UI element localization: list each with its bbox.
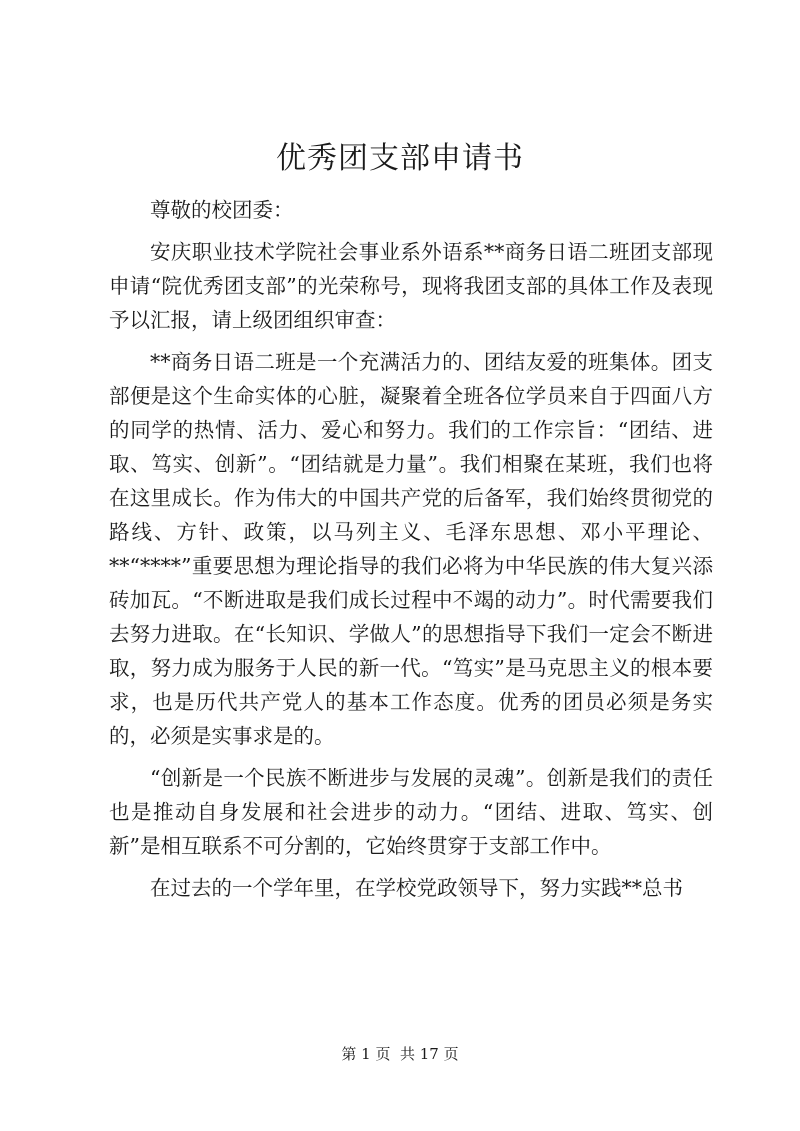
page-footer <box>0 1044 800 1064</box>
salutation: 尊敬的校团委： <box>150 198 294 222</box>
paragraph-past-year: 在过去的一个学年里，在学校党政领导下，努力实践**总书 <box>150 876 683 900</box>
paragraph-class-description: **商务日语二班是一个充满活力的、团结友爱的班集体。团支部便是这个生命实体的心脏，凝聚着全班各位学员来自于四面八方的同学的热情、活力、爱心和努力。我们的工作宗旨：“团结、进取、笃实、创新”。“团结就是力量”。我们相聚在某班，我们也将在这里成长。作为伟大的中国共产党的后备军，我们始终贯彻党的路线、方针、政策，以马列主义、毛泽东思想、邓小平理论、**“****”重要思想为理论指导的我们必将为中华民族的伟大复兴添砖加瓦。“不断进取是我们成长过程中不竭的动力”。时代需要我们去努力进取。在“长知识、学做人”的思想指导下我们一定会不断进取，努力成为服务于人民的新一代。“笃实”是马克思主义的根本要求，也是历代共产党人的基本工作态度。优秀的团员必须是务实的，必须是实事求是的。 <box>109 350 713 748</box>
page-number: 第 1 页 共 17 页 <box>341 1045 459 1063</box>
document-body <box>109 193 713 905</box>
paragraph-application: 安庆职业技术学院社会事业系外语系**商务日语二班团支部现申请“院优秀团支部”的光荣称号，现将我团支部的具体工作及表现予以汇报，请上级团组织审查： <box>109 240 713 332</box>
document-title: 优秀团支部申请书 <box>276 141 524 176</box>
paragraph-innovation: “创新是一个民族不断进步与发展的灵魂”。创新是我们的责任也是推动自身发展和社会进步的动力。“团结、进取、笃实、创新”是相互联系不可分割的，它始终贯穿于支部工作中。 <box>109 766 713 858</box>
